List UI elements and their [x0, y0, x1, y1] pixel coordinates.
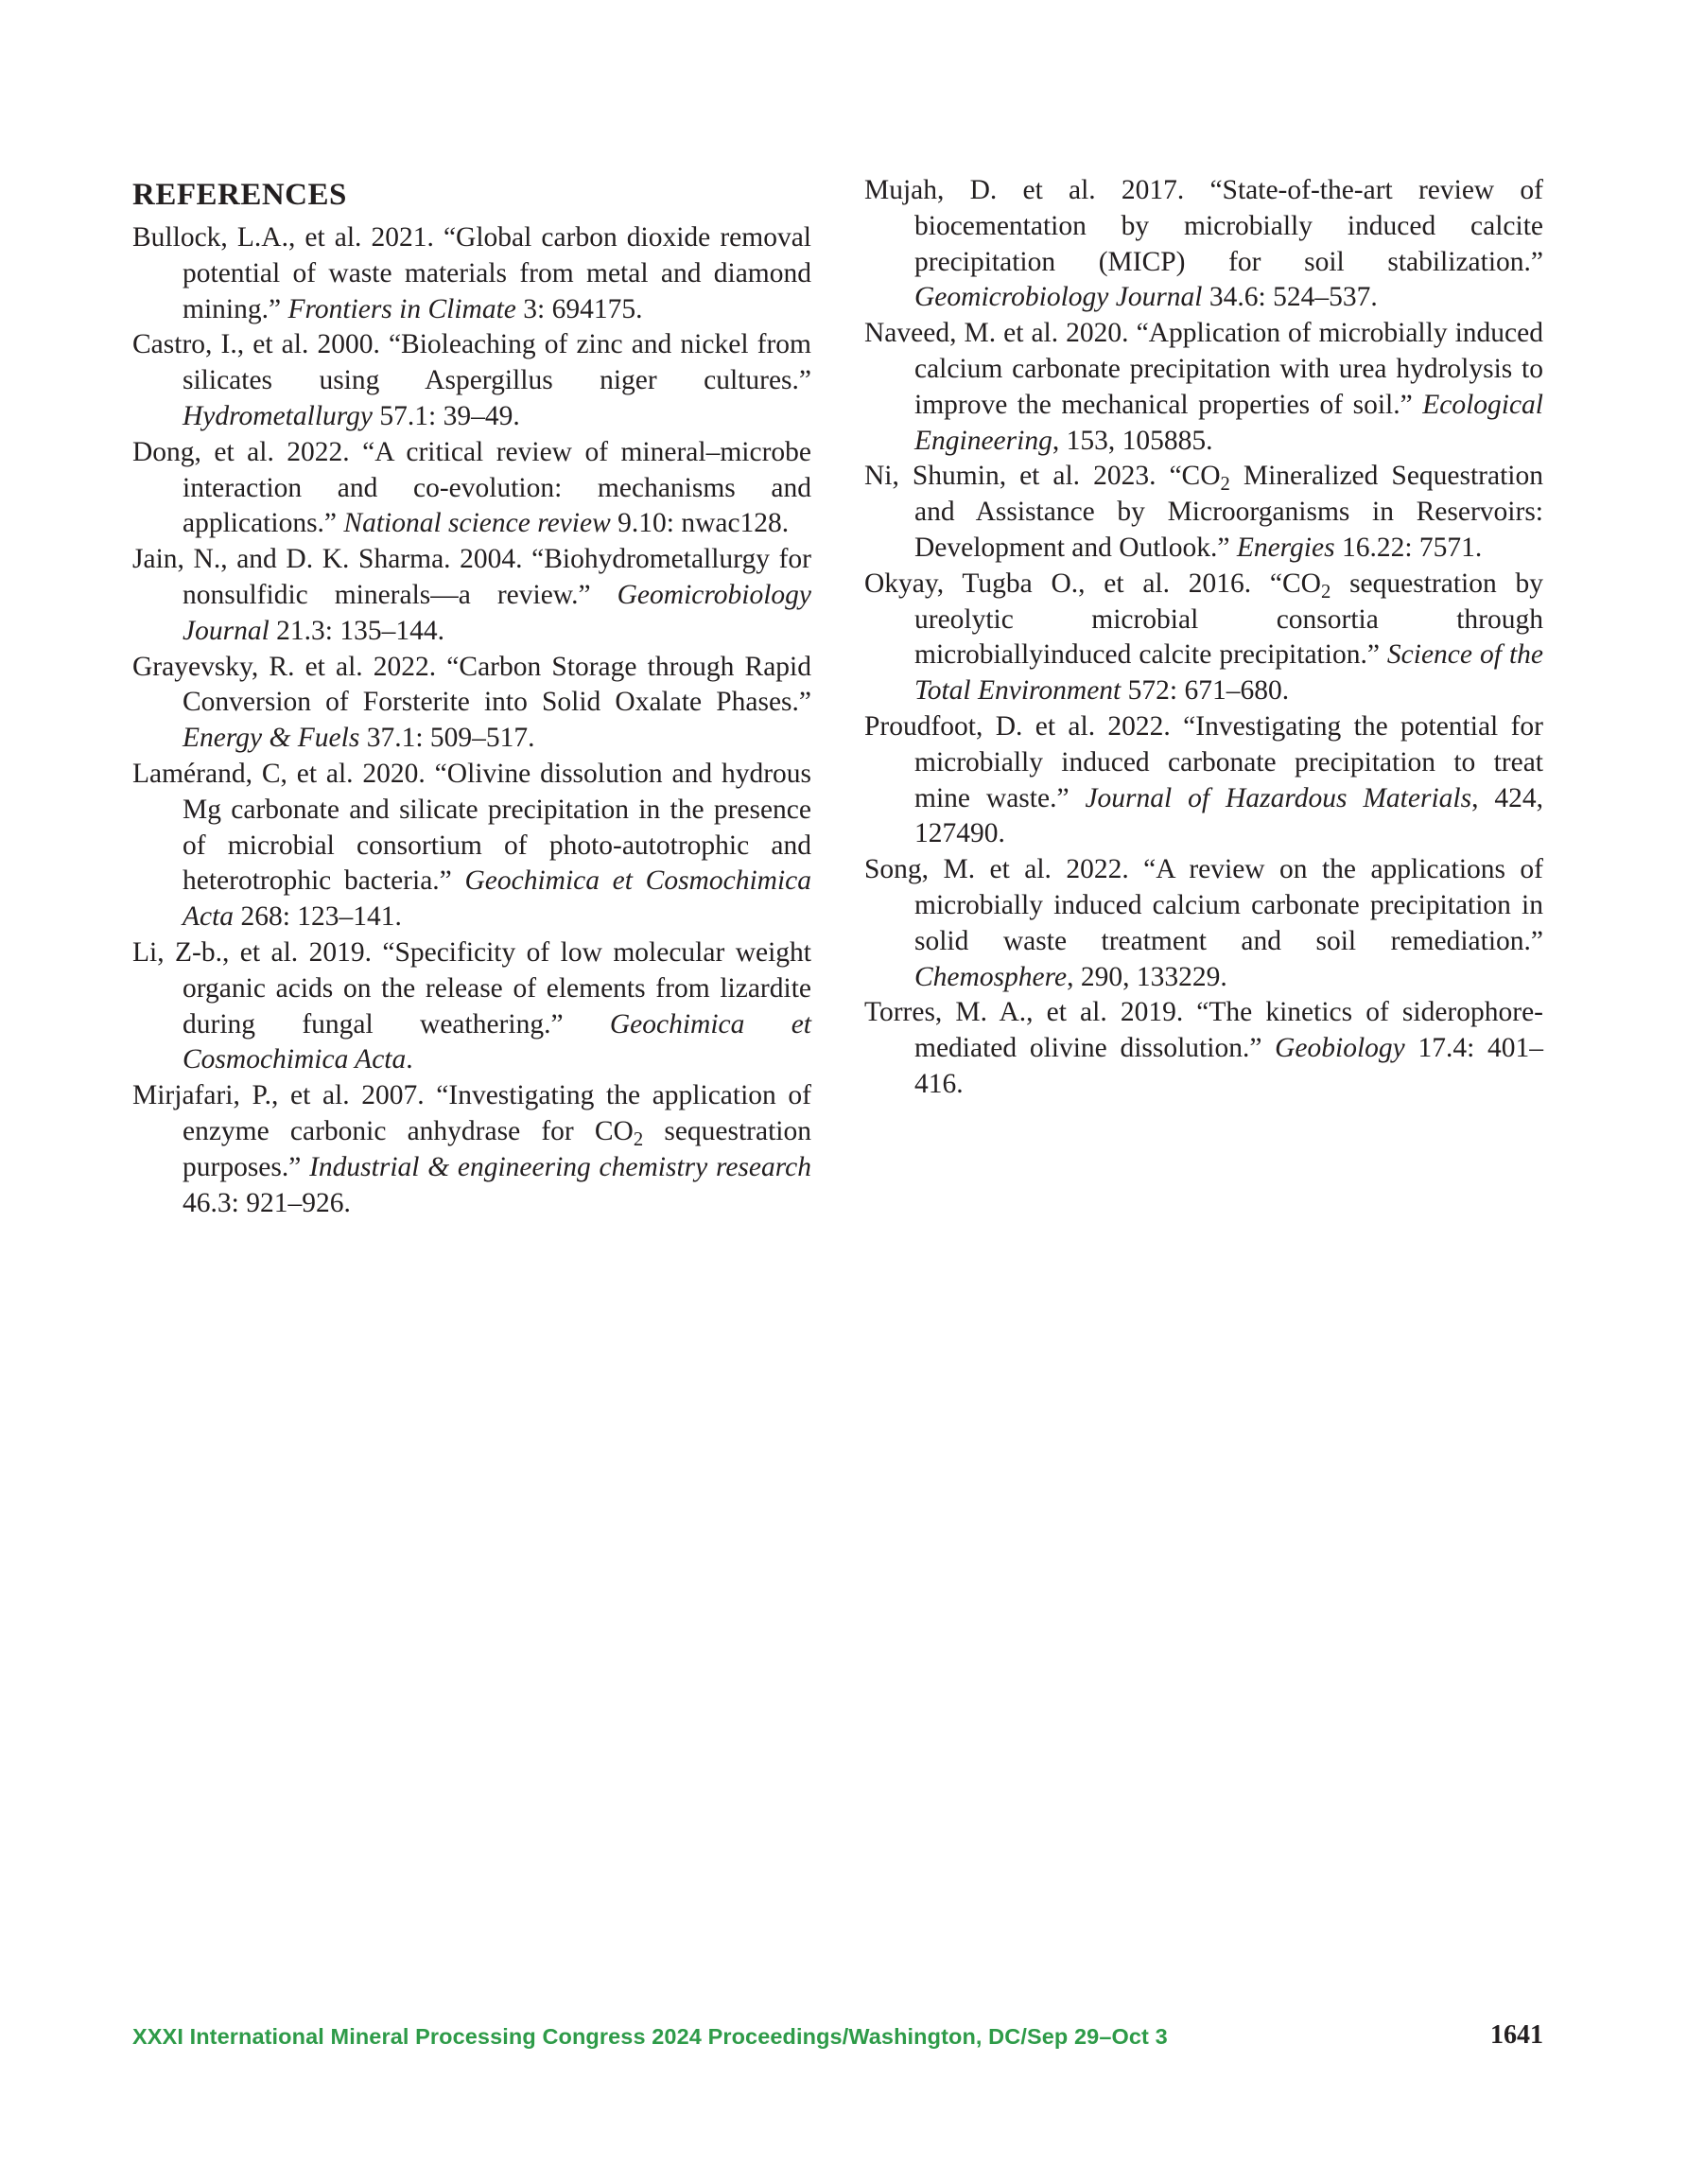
reference-entry	[864, 709, 1543, 852]
reference-entry	[132, 220, 811, 327]
reference-details: 37.1: 509–517.	[359, 723, 535, 754]
page-number: 1641	[1490, 2020, 1543, 2050]
journal-name: Geochimica et Cosmochimica Acta	[183, 865, 811, 933]
journal-name: Ecological Engineering	[914, 389, 1543, 456]
reference-details: 16.22: 7571.	[1334, 532, 1483, 563]
references-heading: REFERENCES	[132, 178, 347, 212]
reference-text: Proudfoot, D. et al. 2022. “Investigating the potential for microbially induced carbonate precipitation to treat mine waste.”	[864, 710, 1543, 813]
reference-entry	[132, 935, 811, 1078]
left-reference-list	[132, 220, 811, 1221]
journal-name: Hydrometallurgy	[183, 400, 373, 431]
reference-entry	[132, 1078, 811, 1221]
reference-entry	[864, 459, 1543, 566]
reference-text: Naveed, M. et al. 2020. “Application of microbially induced calcium carbonate precipitation with urea hydrolysis to improve the mechanical properties of soil.”	[864, 318, 1543, 420]
journal-name: Energy & Fuels	[183, 723, 360, 754]
reference-entry	[132, 542, 811, 649]
reference-entry	[132, 757, 811, 935]
reference-text: Okyay, Tugba O., et al. 2016. “CO	[864, 568, 1321, 599]
reference-text: Castro, I., et al. 2000. “Bioleaching of zinc and nickel from silicates using Aspergillus niger cultures.”	[132, 329, 811, 396]
right-column	[864, 173, 1543, 1103]
subscript: 2	[1320, 581, 1331, 603]
reference-text: Torres, M. A., et al. 2019. “The kinetics of siderophore-mediated olivine dissolution.”	[864, 997, 1543, 1064]
reference-text: Bullock, L.A., et al. 2021. “Global carbon dioxide removal potential of waste materials from metal and diamond mining.”	[132, 222, 811, 324]
journal-name: Journal of Hazardous Materials	[1085, 782, 1472, 813]
reference-details: , 153, 105885.	[1052, 425, 1213, 456]
conference-footer: XXXI International Mineral Processing Congress 2024 Proceedings/Washington, DC/Sep 29–Oct 3	[132, 2024, 1168, 2049]
reference-text: Li, Z-b., et al. 2019. “Specificity of low molecular weight organic acids on the release of elements from lizardite during fungal weathering.”	[132, 936, 811, 1040]
journal-name: Frontiers in Climate	[287, 293, 516, 324]
reference-entry	[864, 567, 1543, 709]
reference-details: 57.1: 39–49.	[373, 400, 520, 431]
reference-text: Song, M. et al. 2022. “A review on the applications of microbially induced calcium carbonate precipitation in solid waste treatment and soil remediation.”	[864, 854, 1543, 956]
reference-text: Mirjafari, P., et al. 2007. “Investigating the application of enzyme carbonic anhydrase for CO	[132, 1080, 811, 1146]
right-reference-list	[864, 173, 1543, 1103]
reference-entry	[864, 852, 1543, 995]
left-column	[132, 173, 811, 1221]
reference-text: Lamérand, C, et al. 2020. “Olivine dissolution and hydrous Mg carbonate and silicate precipitation in the presence of microbial consortium of photo-autotrophic and heterotrophic bacteria.”	[132, 758, 811, 897]
journal-name: Geomicrobiology Journal	[183, 579, 811, 646]
reference-entry	[132, 650, 811, 757]
journal-name: Energies	[1236, 532, 1335, 563]
reference-text: Jain, N., and D. K. Sharma. 2004. “Biohydrometallurgy for nonsulfidic minerals—a review.”	[132, 544, 811, 610]
reference-entry	[864, 995, 1543, 1102]
reference-text: Ni, Shumin, et al. 2023. “CO	[864, 461, 1221, 492]
journal-name: Geochimica et Cosmochimica Acta	[183, 1008, 811, 1075]
reference-text: Dong, et al. 2022. “A critical review of mineral–microbe interaction and co-evolution: mechanisms and applications.”	[132, 436, 811, 539]
reference-text: sequestration purposes.”	[183, 1115, 811, 1182]
reference-text: Mujah, D. et al. 2017. “State-of-the-art review of biocementation by microbially induced calcite precipitation (MICP) for soil stabilization.”	[864, 175, 1543, 277]
reference-entry	[132, 435, 811, 542]
reference-entry	[864, 316, 1543, 459]
journal-name: Chemosphere	[914, 961, 1068, 992]
journal-name: Geomicrobiology Journal	[914, 282, 1203, 313]
subscript: 2	[633, 1129, 644, 1151]
reference-text: Grayevsky, R. et al. 2022. “Carbon Storage through Rapid Conversion of Forsterite into Solid Oxalate Phases.”	[132, 651, 811, 718]
reference-details: 268: 123–141.	[234, 901, 402, 933]
reference-details: , 424, 127490.	[914, 782, 1543, 849]
reference-details: 34.6: 524–537.	[1202, 282, 1378, 313]
reference-details: 17.4: 401–416.	[914, 1033, 1543, 1099]
reference-details: .	[406, 1044, 413, 1075]
journal-name: Science of the Total Environment	[914, 639, 1543, 707]
journal-name: Geobiology	[1275, 1033, 1405, 1064]
reference-details: 9.10: nwac128.	[610, 508, 790, 539]
reference-entry	[132, 327, 811, 434]
reference-details: 3: 694175.	[515, 293, 643, 324]
journal-name: National science review	[343, 508, 611, 539]
reference-text: sequestration by ureolytic microbial consortia through microbiallyinduced calcite precipitation.”	[914, 568, 1544, 671]
journal-name: Industrial & engineering chemistry research	[309, 1151, 811, 1182]
reference-entry	[864, 173, 1543, 316]
reference-details: 46.3: 921–926.	[183, 1187, 351, 1218]
subscript: 2	[1220, 474, 1230, 496]
reference-text: Mineralized Sequestration and Assistance by Microorganisms in Reservoirs: Development and Outlook.”	[914, 461, 1543, 563]
reference-details: , 290, 133229.	[1067, 961, 1227, 992]
reference-details: 572: 671–680.	[1121, 675, 1290, 707]
reference-details: 21.3: 135–144.	[269, 615, 444, 646]
